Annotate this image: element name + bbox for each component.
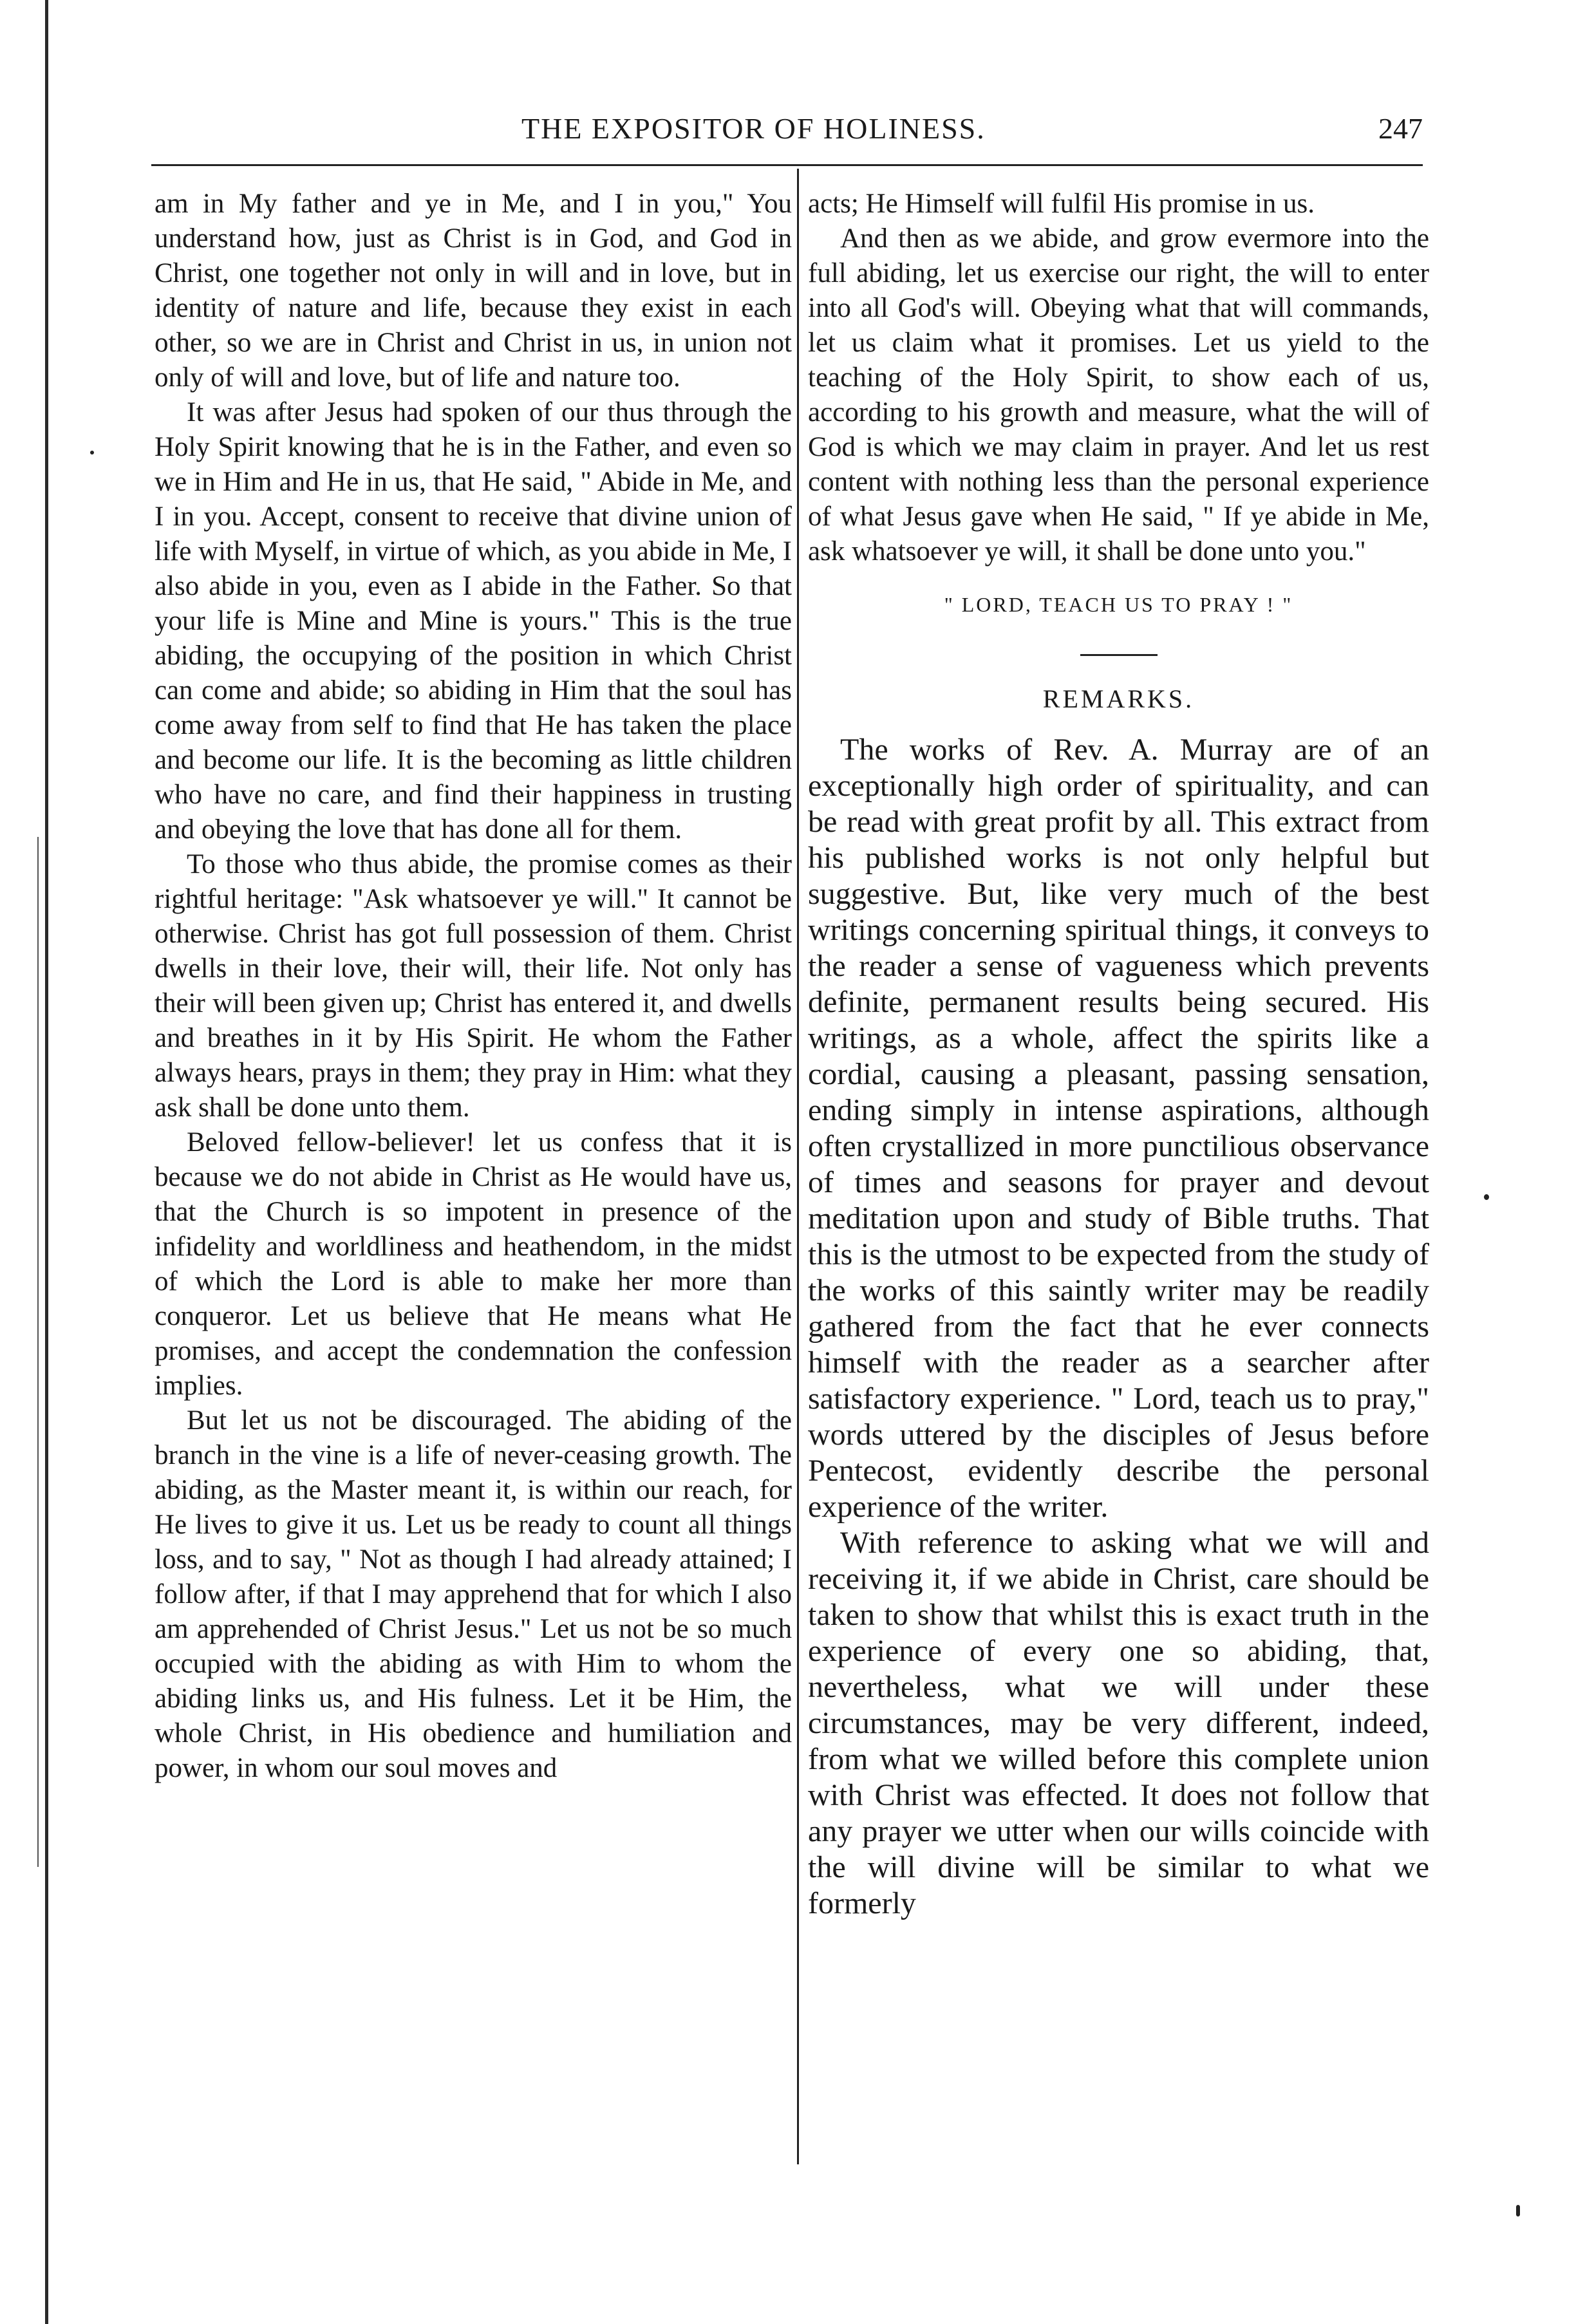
paragraph: acts; He Himself will fulfil His promise in us. [808, 189, 1315, 219]
page-number: 247 [1378, 112, 1423, 145]
paragraph: To those who thus abide, the promise comes as their rightful heritage: "Ask whatsoever ye will." It cannot be otherwise. Christ has got full possession of them. Christ dwells in their love, their will, their life. Not only has their will been given up; Christ has entered it, and dwells and breathes in it by His Spirit. He whom the Father always hears, prays in them; they pray in Him: what they ask shall be done unto them. [155, 849, 792, 1123]
binding-edge [45, 0, 48, 2324]
right-column [808, 187, 1429, 1922]
remarks-heading: REMARKS. [1042, 684, 1195, 713]
running-title: THE EXPOSITOR OF HOLINESS. [521, 112, 986, 145]
column-divider [797, 169, 799, 2164]
remarks-body [808, 732, 1429, 1922]
paragraph: It was after Jesus had spoken of our thus through the Holy Spirit knowing that he is in the Father, and even so we in Him and He in us, that He said, " Abide in Me, and I in you. Accept, consent to receive that divine union of life with Myself, in virtue of which, as you abide in Me, I also abide in you, even as I abide in the Father. So that your life is Mine and Mine is yours." This is the true abiding, the occupying of the position in which Christ can come and abide; so abiding in Him that the soul has come away from self to find that He has taken the place and become our life. It is the becoming as little children who have no care, and find their happiness in trusting and obeying the love that has done all for them. [155, 397, 792, 845]
print-speck [1516, 2205, 1520, 2216]
prayer-line: " LORD, TEACH US TO PRAY ! " [944, 593, 1293, 616]
print-speck [90, 451, 94, 454]
binding-shadow [37, 837, 39, 1867]
paragraph: With reference to asking what we will and receiving it, if we abide in Christ, care should be taken to show that whilst this is exact truth in the experience of every one so abiding, that, nevertheless, what we will under these circumstances, may be very different, indeed, from what we willed before this complete union with Christ was effected. It does not follow that any prayer we utter when our wills coincide with the will divine will be similar to what we formerly [808, 1526, 1429, 1920]
left-column [155, 187, 792, 1786]
header-rule [151, 164, 1423, 166]
paragraph: But let us not be discouraged. The abiding of the branch in the vine is a life of never-ceasing growth. The abiding, as the Master meant it, is within our reach, for He lives to give it us. Let us be ready to count all things loss, and to say, " Not as though I had already attained; I follow after, if that I may apprehend that for which I also am apprehended of Christ Jesus." Let us not be so much occupied with the abiding as with Him to whom the abiding links us, and His fulness. Let it be Him, the whole Christ, in His obedience and humiliation and power, in whom our soul moves and [155, 1405, 792, 1783]
paragraph: And then as we abide, and grow evermore into the full abiding, let us exercise our right, the will to enter into all God's will. Obeying what that will commands, let us claim what it promises. Let us yield to the teaching of the Holy Spirit, to show each of us, according to his growth and measure, what the will of God is which we may claim in prayer. And let us rest content with nothing less than the personal experience of what Jesus gave when He said, " If ye abide in Me, ask whatsoever ye will, it shall be done unto you." [808, 223, 1429, 567]
paragraph: The works of Rev. A. Murray are of an exceptionally high order of spirituality, and can be read with great profit by all. This extract from his published works is not only helpful but suggestive. But, like very much of the best writings concerning spiritual things, it conveys to the reader a sense of vagueness which prevents definite, permanent results being secured. His writings, as a whole, affect the spirits like a cordial, causing a pleasant, passing sensation, ending simply in intense aspirations, although often crystallized in more punctilious observance of times and seasons for prayer and devout meditation upon and study of Bible truths. That this is the utmost to be expected from the study of the works of this saintly writer may be readily gathered from the fact that he ever connects himself with the reader as a searcher after satisfactory experience. " Lord, teach us to pray," words uttered by the disciples of Jesus before Pentecost, evidently describe the personal experience of the writer. [808, 733, 1429, 1524]
paragraph: am in My father and ye in Me, and I in you," You understand how, just as Christ is in God, and God in Christ, one together not only in will and in love, but in identity of nature and life, because they exist in each other, so we are in Christ and Christ in us, in union not only of will and love, but of life and nature too. [155, 189, 792, 393]
paragraph: Beloved fellow-believer! let us confess that it is because we do not abide in Christ as He would have us, that the Church is so impotent in presence of the infidelity and worldliness and heathendom, in the midst of which the Lord is able to make her more than conqueror. Let us believe that He means what He promises, and accept the condemnation the confession implies. [155, 1127, 792, 1401]
section-rule [1080, 654, 1158, 656]
page-header [148, 106, 1423, 151]
print-speck [1484, 1194, 1489, 1200]
